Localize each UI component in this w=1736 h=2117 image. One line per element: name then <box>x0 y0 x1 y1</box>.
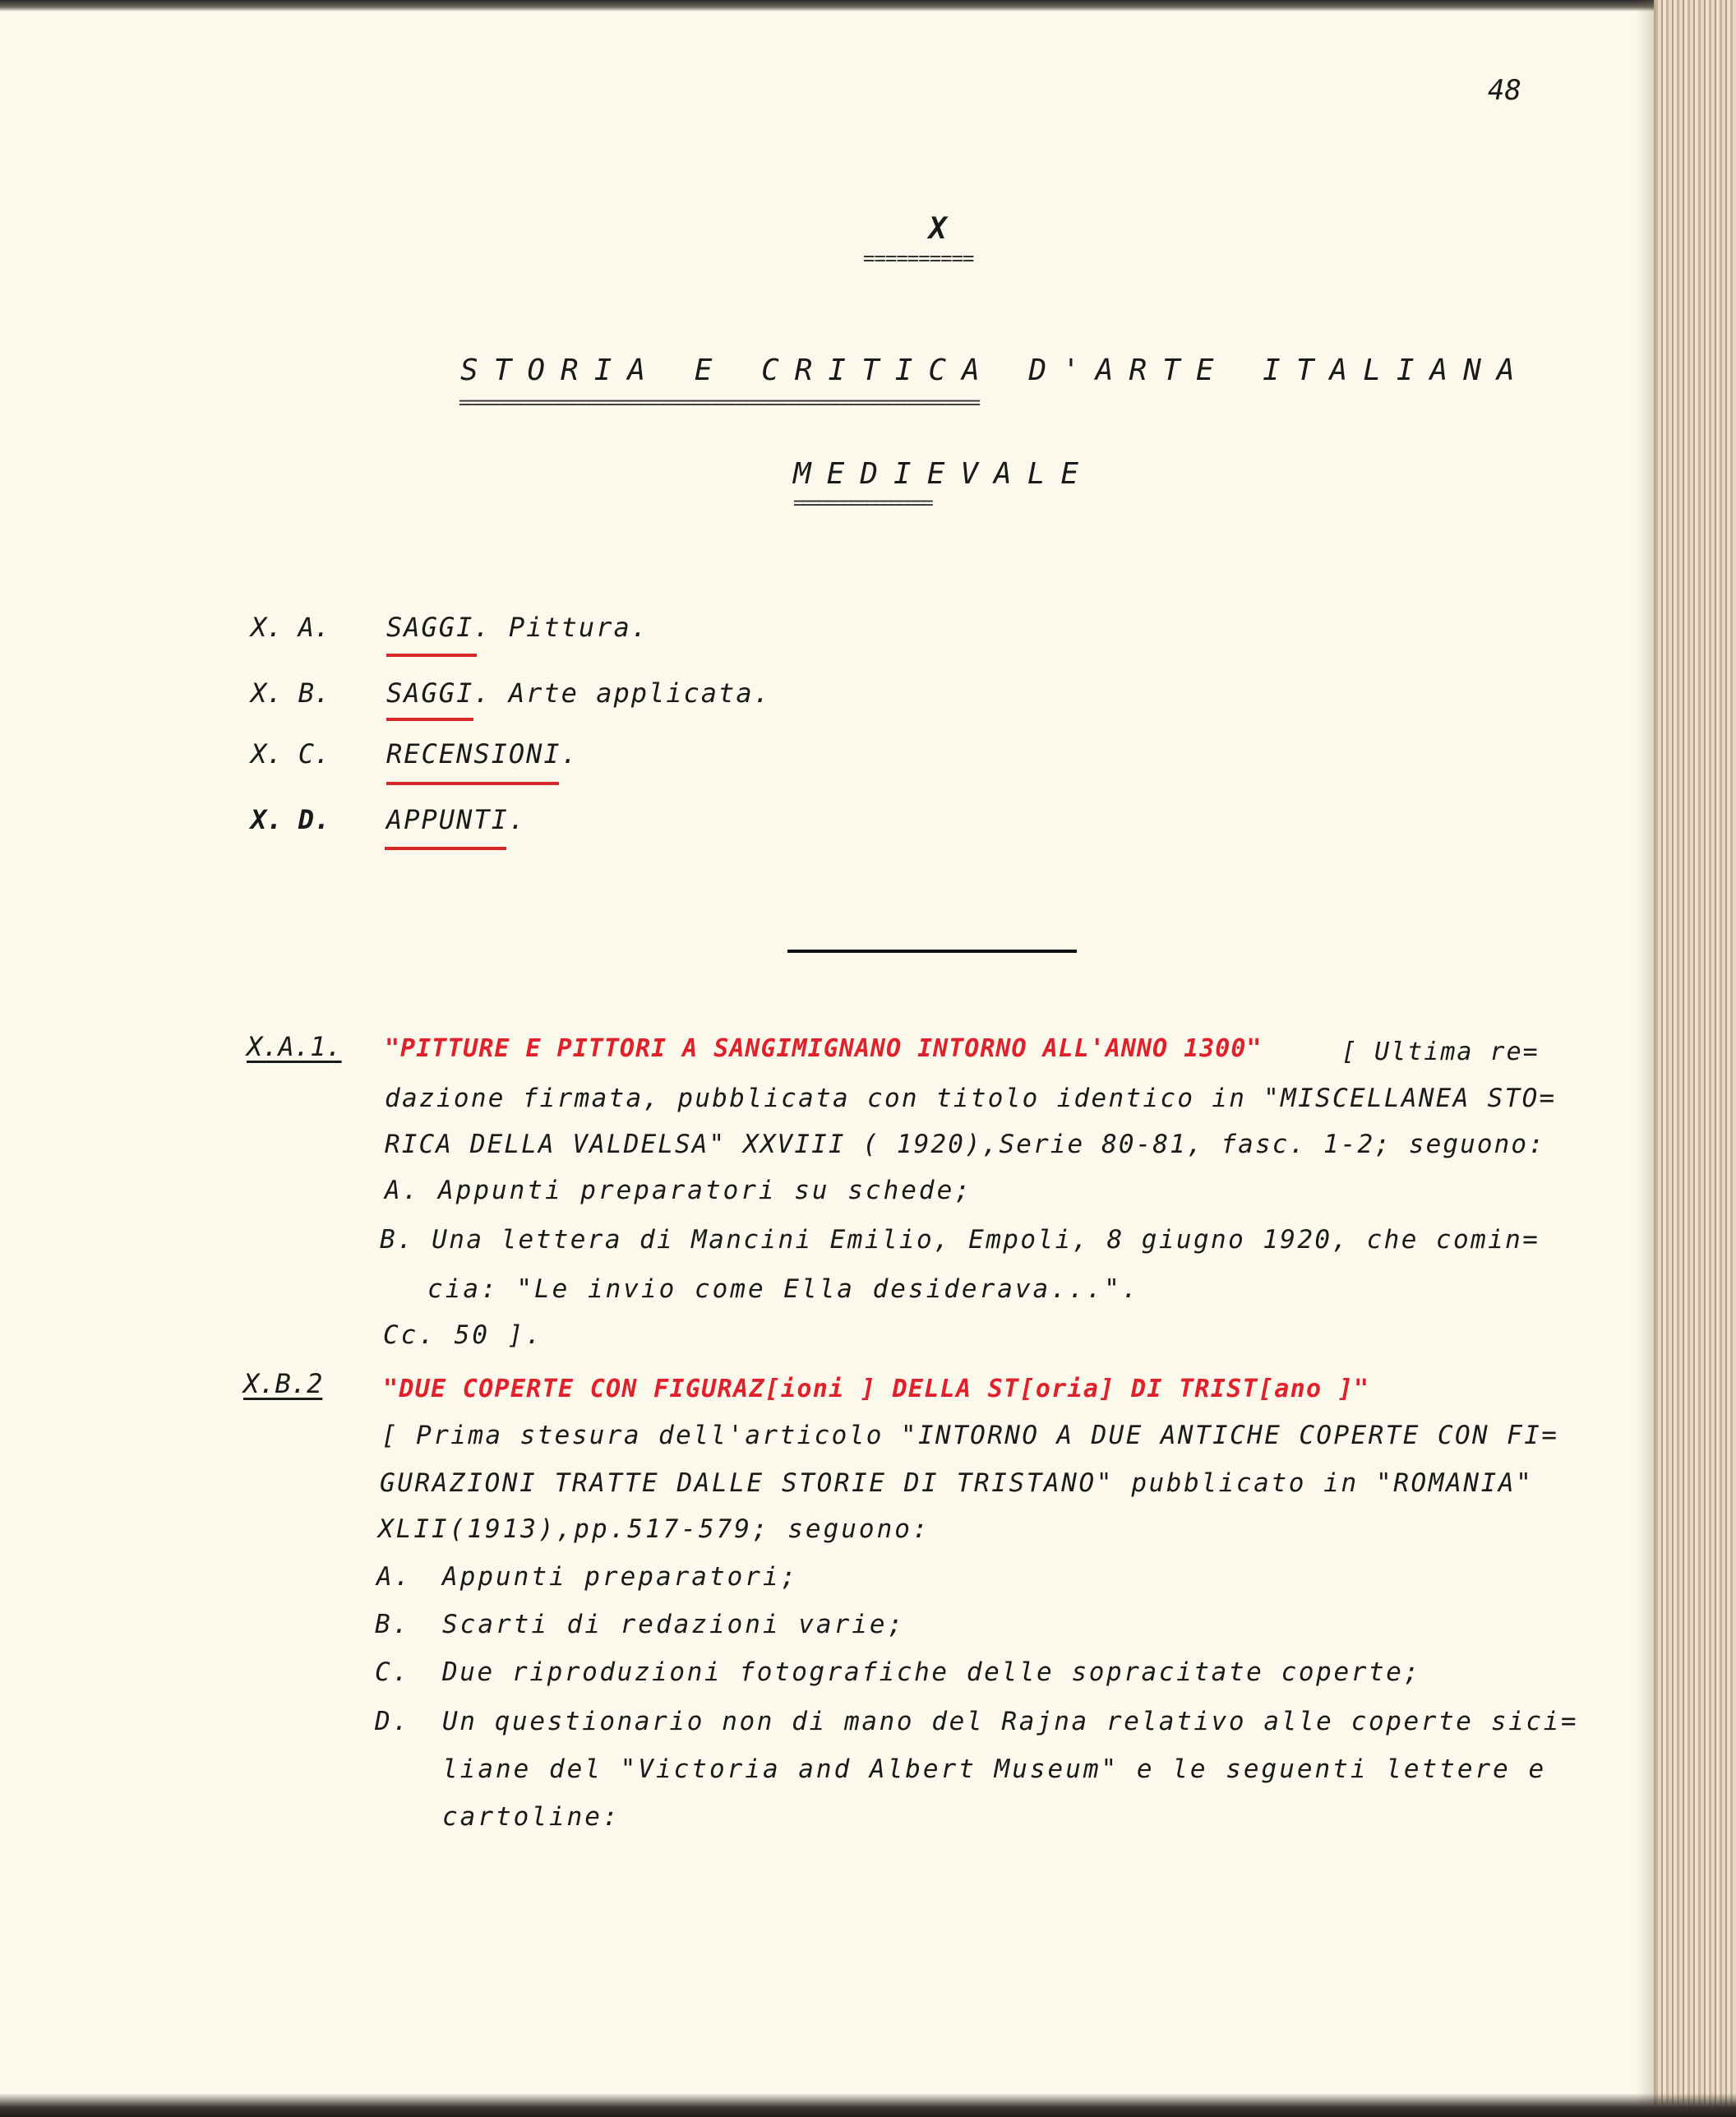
list-marker: D. <box>375 1707 411 1736</box>
toc-entry <box>386 738 579 770</box>
entry-text-line: [ Prima stesura dell'articolo "INTORNO A DUE ANTICHE COPERTE CON FI= <box>381 1421 1559 1450</box>
entry-text-line: dazione firmata, pubblicata con titolo identico in "MISCELLANEA STO= <box>385 1084 1557 1113</box>
scan-edge-bottom <box>0 2093 1736 2117</box>
red-underline <box>386 718 473 721</box>
list-marker: C. <box>375 1657 411 1687</box>
red-underline <box>386 782 559 785</box>
entry-text-line: liane del "Victoria and Albert Museum" e le seguenti lettere e <box>442 1754 1547 1784</box>
entry-text-line: Un questionario non di mano del Rajna relativo alle coperte sici= <box>442 1707 1579 1736</box>
entry-text-line: Scarti di redazioni varie; <box>442 1610 906 1639</box>
page-curl-shadow <box>1636 0 1655 2117</box>
entry-title: "DUE COPERTE CON FIGURAZ[ioni ] DELLA ST[oria] DI TRIST[ano ]" <box>383 1375 1370 1403</box>
chapter-numeral: X <box>929 212 947 246</box>
toc-entry <box>386 677 771 709</box>
list-marker: B. <box>375 1610 411 1639</box>
section-separator <box>787 950 1077 953</box>
entry-text-line: RICA DELLA VALDELSA" XXVIII ( 1920),Serie 80-81, fasc. 1-2; seguono: <box>385 1130 1545 1159</box>
entry-text-line: Appunti preparatori; <box>442 1562 799 1592</box>
entry-text-line: [ Ultima re= <box>1341 1038 1540 1066</box>
toc-entry <box>386 612 649 643</box>
entry-text-line: Due riproduzioni fotografiche delle sopracitate coperte; <box>442 1657 1421 1687</box>
section-subtitle: MEDIEVALE <box>793 457 1095 491</box>
list-marker: A. <box>376 1562 413 1592</box>
entry-text-line: Cc. 50 ]. <box>383 1320 543 1350</box>
entry-text-line: A. Appunti preparatori su schede; <box>385 1176 972 1205</box>
entry-text-line: cia: "Le invio come Ella desiderava...". <box>427 1274 1140 1304</box>
toc-label: SAGGI. <box>386 612 492 643</box>
toc-code: X. D. <box>251 804 330 835</box>
toc-entry <box>386 804 526 835</box>
toc-label: APPUNTI. <box>386 804 527 835</box>
entry-code: X.B.2 <box>243 1368 323 1399</box>
entry-text-line: B. Una lettera di Mancini Emilio, Empoli, 8 giugno 1920, che comin= <box>380 1225 1540 1255</box>
section-subtitle-rule: ================= <box>793 493 931 514</box>
chapter-rule: ========== <box>863 247 974 270</box>
red-underline <box>386 654 477 657</box>
page-number: 48 <box>1488 74 1521 107</box>
entry-text-line: cartoline: <box>442 1802 621 1832</box>
section-title: STORIA E CRITICA D'ARTE ITALIANA <box>460 354 1531 387</box>
entry-text-line: GURAZIONI TRATTE DALLE STORIE DI TRISTANO" pubblicato in "ROMANIA" <box>380 1468 1534 1498</box>
section-title-rule: ===================================================================== <box>459 393 978 414</box>
toc-label: RECENSIONI. <box>386 738 579 770</box>
toc-code: X. C. <box>251 738 330 770</box>
toc-description: Pittura. <box>491 612 649 643</box>
red-underline <box>385 847 506 850</box>
scan-edge-top <box>0 0 1693 12</box>
toc-code: X. B. <box>251 677 330 709</box>
page-stack-edge <box>1654 0 1736 2117</box>
toc-label: SAGGI. <box>386 677 492 709</box>
entry-code: X.A.1. <box>247 1031 342 1062</box>
toc-code: X. A. <box>251 612 330 643</box>
entry-title: "PITTURE E PITTORI A SANGIMIGNANO INTORNO ALL'ANNO 1300" <box>385 1034 1263 1063</box>
toc-description: Arte applicata. <box>491 677 771 709</box>
entry-text-line: XLII(1913),pp.517-579; seguono: <box>378 1514 930 1544</box>
